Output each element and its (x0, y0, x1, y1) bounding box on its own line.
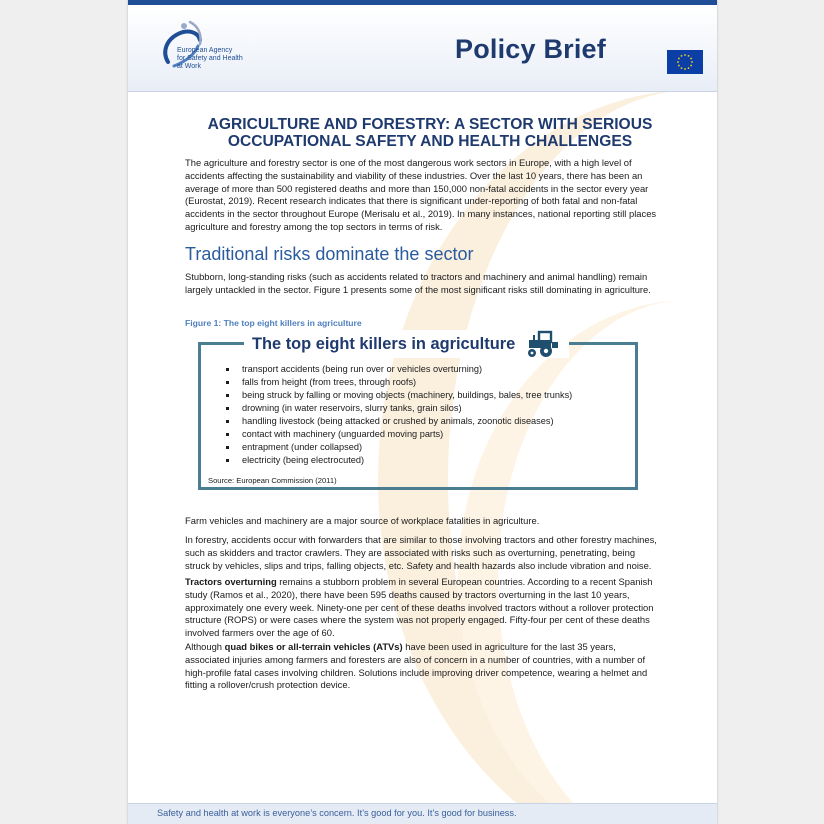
text-line: In forestry, accidents occur with forwarders that are similar to those involving tractors and other forestry machines, (185, 534, 657, 545)
text-line: agriculture and forestry among the top sectors in terms of risk. (185, 220, 443, 232)
text-line (185, 641, 675, 654)
text-line: largely untackled in the sector. Figure 1 presents some of the most significant risks still dominating in agriculture. (185, 283, 651, 295)
text-line: such as skidders and tractor crawlers. They are associated with risks such as overturning, penetrating, being (185, 546, 636, 558)
forestry-paragraph (185, 534, 675, 572)
section-heading: Traditional risks dominate the sector (185, 244, 474, 264)
killers-list (226, 363, 572, 467)
text-line: average of more than 500 registered deaths and more than 150,000 non-fatal accidents in the sector every year (185, 182, 649, 194)
text-line: high-profile fatal cases involving children. Solutions include improving driver competence, wearing a helmet and (185, 666, 648, 678)
agency-line: for Safety and Health (177, 55, 243, 62)
text-line: (Eurostat, 2019). Recent research indicates that there is significant under-reporting of both fatal and non-fatal (185, 195, 638, 207)
tractors-paragraph (185, 576, 675, 640)
text-line: approximately one every week. Ninety-one per cent of these deaths involved tractors without a rollover protection (185, 601, 654, 613)
text-line: accidents in the sector throughout Europe (Merisalu et al., 2019). In many instances, national reporting still places (185, 208, 657, 220)
list-item: entrapment (under collapsed) (226, 441, 572, 454)
figure-caption: Figure 1: The top eight killers in agriculture (185, 318, 362, 328)
agency-line: at Work (177, 63, 201, 70)
text-line: The agriculture and forestry sector is one of the most dangerous work sectors in Europe, with a high level of (185, 157, 632, 168)
bold-term: Tractors overturning (185, 576, 277, 587)
quad-bikes-paragraph (185, 641, 675, 692)
figure-title: The top eight killers in agriculture (252, 334, 516, 353)
text-line: structure (ROPS) or were cases where the system was not properly engaged. Fifty-four per cent of these deaths (185, 614, 650, 626)
list-item: falls from height (from trees, through roofs) (226, 376, 572, 389)
list-item: drowning (in water reservoirs, slurry tanks, grain silos) (226, 402, 572, 415)
main-title (180, 116, 680, 150)
section-paragraph (185, 271, 675, 297)
text-run: have been used in agriculture for the last 35 years, (402, 641, 616, 652)
text-line: struck by vehicles, slips and trips, falling objects, etc. Safety and health hazards also include vibration and noise. (185, 559, 652, 571)
list-item: handling livestock (being attacked or crushed by animals, zoonotic diseases) (226, 415, 572, 428)
figure-title-wrap (244, 330, 569, 358)
text-line: accidents affecting the sustainability and viability of these industries. Over the last 10 years, there has been an (185, 169, 643, 181)
footer-slogan: Safety and health at work is everyone’s concern. It’s good for you. It’s good for business. (157, 808, 517, 818)
list-item: transport accidents (being run over or vehicles overturning) (226, 363, 572, 376)
eu-flag-icon (667, 50, 703, 74)
list-item: contact with machinery (unguarded moving parts) (226, 428, 572, 441)
text-line: involved farmers over the age of 60. (185, 627, 335, 639)
text-line: Stubborn, long-standing risks (such as accidents related to tractors and machinery and animal handling) remain (185, 271, 648, 282)
agency-line: European Agency (177, 47, 233, 54)
policy-brief-title: Policy Brief (455, 34, 606, 64)
footer-band (128, 803, 717, 824)
text-line: Farm vehicles and machinery are a major source of workplace fatalities in agriculture. (185, 515, 540, 526)
figure-source: Source: European Commission (2011) (208, 476, 337, 485)
text-run: Although (185, 641, 225, 652)
text-line: associated injuries among farmers and foresters are also of concern in a number of countries, with a number of (185, 653, 646, 665)
bold-term: quad bikes or all-terrain vehicles (ATVs) (224, 641, 403, 652)
text-line: study (Ramos et al., 2020), there have been 595 deaths caused by tractors overturning in the last 10 years, (185, 588, 630, 600)
main-title-line: OCCUPATIONAL SAFETY AND HEALTH CHALLENGES (227, 133, 633, 150)
agency-name (177, 47, 277, 71)
document-page (128, 0, 717, 824)
text-line (185, 576, 675, 589)
list-item: electricity (being electrocuted) (226, 454, 572, 467)
list-item: being struck by falling or moving objects (machinery, buildings, bales, tree trunks) (226, 389, 572, 402)
main-title-line: AGRICULTURE AND FORESTRY: A SECTOR WITH SERIOUS (207, 116, 653, 133)
header-rule (128, 91, 717, 92)
tractor-icon (525, 330, 561, 358)
farm-vehicles-paragraph (185, 515, 675, 528)
text-run: remains a stubborn problem in several European countries. According to a recent Spanish (276, 576, 653, 587)
text-line: fitting a rollover/crush protection device. (185, 679, 351, 691)
intro-paragraph (185, 157, 675, 234)
